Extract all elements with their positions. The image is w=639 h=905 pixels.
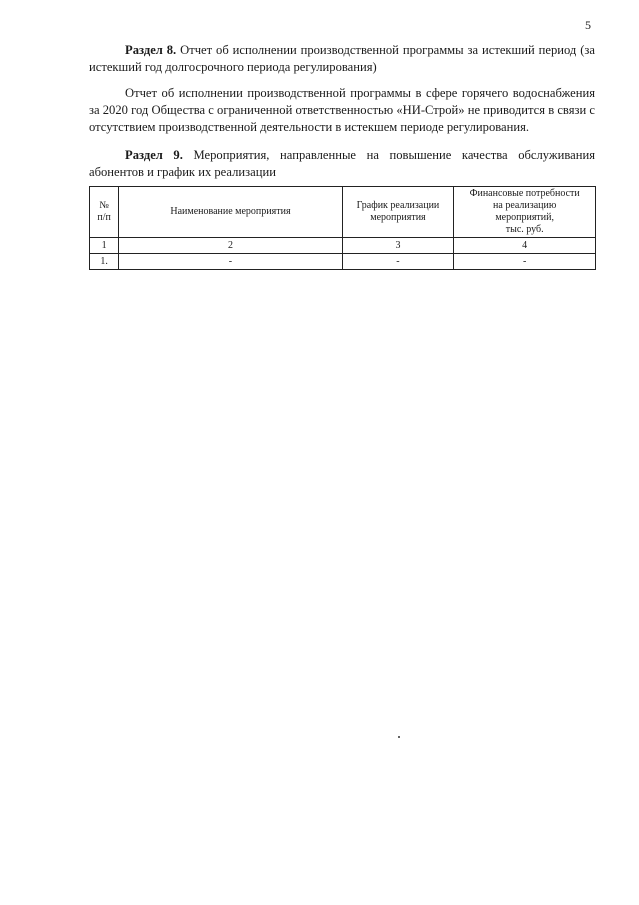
table-cell: - xyxy=(342,254,454,270)
table-cell: - xyxy=(119,254,342,270)
section-8-paragraph xyxy=(89,42,595,76)
section-9-text: Мероприятия, направленные на повышение качества обслуживания абонентов и график их реализации xyxy=(89,148,595,179)
table-cell: 1. xyxy=(90,254,119,270)
header-number xyxy=(90,187,119,238)
table-cell: 1 xyxy=(90,238,119,254)
header-finance-line: мероприятий, xyxy=(495,212,554,223)
header-finance xyxy=(454,187,596,238)
section-8-heading: Раздел 8. xyxy=(125,43,177,57)
header-schedule-line: мероприятия xyxy=(370,212,426,223)
table-cell: - xyxy=(454,254,596,270)
table-header-row xyxy=(90,187,596,238)
section-9-paragraph xyxy=(89,147,595,181)
page-number: 5 xyxy=(585,18,591,32)
section-9-heading: Раздел 9. xyxy=(125,148,183,162)
header-finance-line: на реализацию xyxy=(493,200,557,211)
header-finance-line: тыс. руб. xyxy=(505,224,544,235)
header-schedule xyxy=(342,187,454,238)
header-number-line: п/п xyxy=(97,212,111,223)
header-finance-line: Финансовые потребности xyxy=(469,188,580,199)
table-index-row xyxy=(90,238,596,254)
table-cell: 3 xyxy=(342,238,454,254)
header-schedule-line: График реализации xyxy=(356,200,440,211)
table-cell: 2 xyxy=(119,238,342,254)
table-row xyxy=(90,254,596,270)
header-measure-name: Наименование мероприятия xyxy=(119,187,342,238)
section-8-text: Отчет об исполнении производственной программы за истекший период (за истекший год долгосрочного периода регулирования) xyxy=(89,43,595,74)
header-number-line: № xyxy=(99,200,109,211)
report-note-paragraph: Отчет об исполнении производственной программы в сфере горячего водоснабжения за 2020 год Общества с ограниченной ответственностью «НИ-Строй» не приводится в связи с отсутствием производственной деятельности в истекшем периоде регулирования. xyxy=(89,86,595,134)
table-cell: 4 xyxy=(454,238,596,254)
measures-table xyxy=(89,186,596,270)
scan-speck xyxy=(398,736,400,738)
